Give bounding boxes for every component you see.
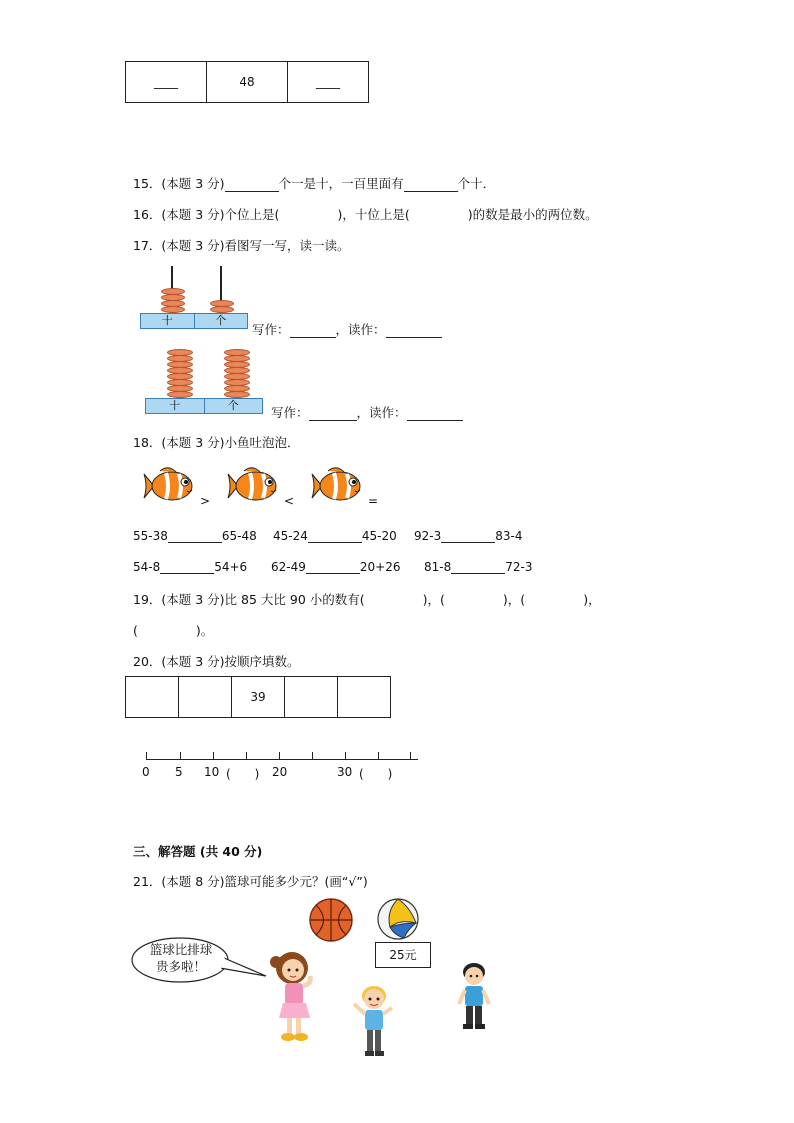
abacus-1-read-label: ，读作： [335, 322, 386, 337]
abacus-2-read-blank[interactable] [407, 420, 463, 421]
abacus-1-write-label: 写作： [252, 322, 290, 337]
q16-suffix: )的数是最小的两位数。 [467, 207, 598, 222]
equal-symbol: = [368, 494, 379, 508]
abacus-2-answer [271, 403, 463, 421]
compare-blank[interactable] [168, 542, 222, 543]
abacus-bead [224, 367, 250, 374]
abacus-bead [224, 355, 250, 362]
axis-label: 5 [175, 765, 183, 779]
q15-blank-1[interactable] [225, 191, 279, 192]
number-line-tick [345, 752, 346, 759]
abacus-bead [224, 373, 250, 380]
number-line-tick [312, 752, 313, 759]
boy-blonde-icon [350, 984, 396, 1060]
abacus-bead [161, 288, 185, 295]
abacus-bead [167, 391, 193, 398]
sequence-cell[interactable] [126, 677, 179, 718]
abacus-2-place-bar [145, 398, 263, 414]
sequence-cell: 39 [232, 677, 285, 718]
compare-blank[interactable] [451, 573, 505, 574]
section-3-title: 三、解答题 (共 40 分) [133, 844, 263, 859]
fish-2-icon [228, 468, 276, 500]
abacus-bead [224, 379, 250, 386]
axis-label-blank[interactable]: ( ) [359, 767, 393, 781]
q16-mid: )，十位上是( [337, 207, 410, 222]
abacus-1-one-label: 个 [215, 314, 227, 327]
top-table-cell-3[interactable]: ____ [288, 62, 369, 103]
abacus-bead [224, 349, 250, 356]
compare-blank[interactable] [306, 573, 360, 574]
sequence-cell[interactable] [179, 677, 232, 718]
abacus-1-place-bar [140, 313, 248, 329]
abacus-bead [167, 379, 193, 386]
less-symbol: < [284, 494, 295, 508]
q15-prefix: 15．(本题 3 分) [133, 176, 225, 191]
abacus-1-read-blank[interactable] [386, 337, 442, 338]
question-19-line-2: ( )。 [133, 623, 214, 638]
question-16 [133, 205, 598, 223]
compare-item: 45-24 45-20 [273, 529, 397, 543]
q15-text-2: 个十． [457, 176, 496, 191]
question-15 [133, 174, 495, 192]
abacus-2-one-label: 个 [227, 399, 239, 412]
compare-item: 62-49 20+26 [271, 560, 401, 574]
number-line-tick [180, 752, 181, 759]
compare-item: 81-8 72-3 [424, 560, 533, 574]
speech-text [146, 941, 216, 975]
q15-text-1: 个一是十，一百里面有 [278, 176, 404, 191]
question-21: 21．(本题 8 分)篮球可能多少元？(画“√”) [133, 874, 368, 889]
basketball-icon [308, 897, 354, 943]
compare-item: 55-38 65-48 [133, 529, 257, 543]
compare-blank[interactable] [160, 573, 214, 574]
number-line-tick [378, 752, 379, 759]
abacus-bead [161, 294, 185, 301]
fish-row [138, 464, 388, 508]
question-20: 20．(本题 3 分)按顺序填数。 [133, 654, 300, 669]
axis-label: 10 [204, 765, 220, 779]
number-line-tick [146, 752, 147, 759]
abacus-1-write-blank[interactable] [290, 337, 336, 338]
top-table-cell-2: 48 [207, 62, 288, 103]
abacus-bead [224, 361, 250, 368]
price-tag: 25元 [375, 942, 431, 968]
sequence-cell[interactable] [338, 677, 391, 718]
abacus-1-answer [252, 320, 442, 338]
abacus-2-write-label: 写作： [271, 405, 309, 420]
axis-label: 0 [142, 765, 150, 779]
abacus-bead [161, 306, 185, 313]
abacus-2-ten-label: 十 [146, 399, 205, 413]
question-19: 19．(本题 3 分)比 85 大比 90 小的数有( )，( )，( )， [133, 592, 601, 607]
abacus-bead [167, 355, 193, 362]
abacus-bead [224, 391, 250, 398]
q15-blank-2[interactable] [404, 191, 458, 192]
abacus-bead [167, 367, 193, 374]
abacus-bead [167, 373, 193, 380]
axis-label-blank[interactable]: ( ) [226, 767, 260, 781]
boy-icon [454, 962, 494, 1032]
compare-blank[interactable] [441, 542, 495, 543]
q16-prefix: 16．(本题 3 分)个位上是( [133, 207, 280, 222]
abacus-2-write-blank[interactable] [309, 420, 357, 421]
top-table-cell-1[interactable]: ____ [126, 62, 207, 103]
axis-label: 30 [337, 765, 353, 779]
question-18: 18．(本题 3 分)小鱼吐泡泡． [133, 435, 300, 450]
fish-1-icon [144, 468, 192, 500]
fish-3-icon [312, 468, 360, 500]
compare-blank[interactable] [308, 542, 362, 543]
number-line-axis [146, 759, 418, 760]
girl-icon [266, 948, 322, 1044]
abacus-2-read-label: ，读作： [356, 405, 407, 420]
compare-item: 54-8 54+6 [133, 560, 248, 574]
number-line-tick [213, 752, 214, 759]
sequence-cell[interactable] [285, 677, 338, 718]
sequence-table [125, 676, 391, 718]
abacus-bead [210, 306, 234, 313]
top-table [125, 61, 369, 103]
number-line-tick [279, 752, 280, 759]
question-17: 17．(本题 3 分)看图写一写，读一读。 [133, 238, 350, 253]
abacus-bead [167, 361, 193, 368]
number-line-tick [246, 752, 247, 759]
axis-label: 20 [272, 765, 288, 779]
abacus-bead [167, 385, 193, 392]
volleyball-icon [376, 897, 420, 941]
number-line-tick [410, 752, 411, 759]
abacus-bead [167, 349, 193, 356]
abacus-bead [224, 385, 250, 392]
abacus-1-ten-label: 十 [141, 314, 195, 328]
abacus-bead [210, 300, 234, 307]
greater-symbol: > [200, 494, 211, 508]
speech-line-1: 篮球比排球 [149, 942, 213, 957]
speech-line-2: 贵多啦！ [155, 959, 206, 974]
abacus-bead [161, 300, 185, 307]
compare-item: 92-3 83-4 [414, 529, 523, 543]
